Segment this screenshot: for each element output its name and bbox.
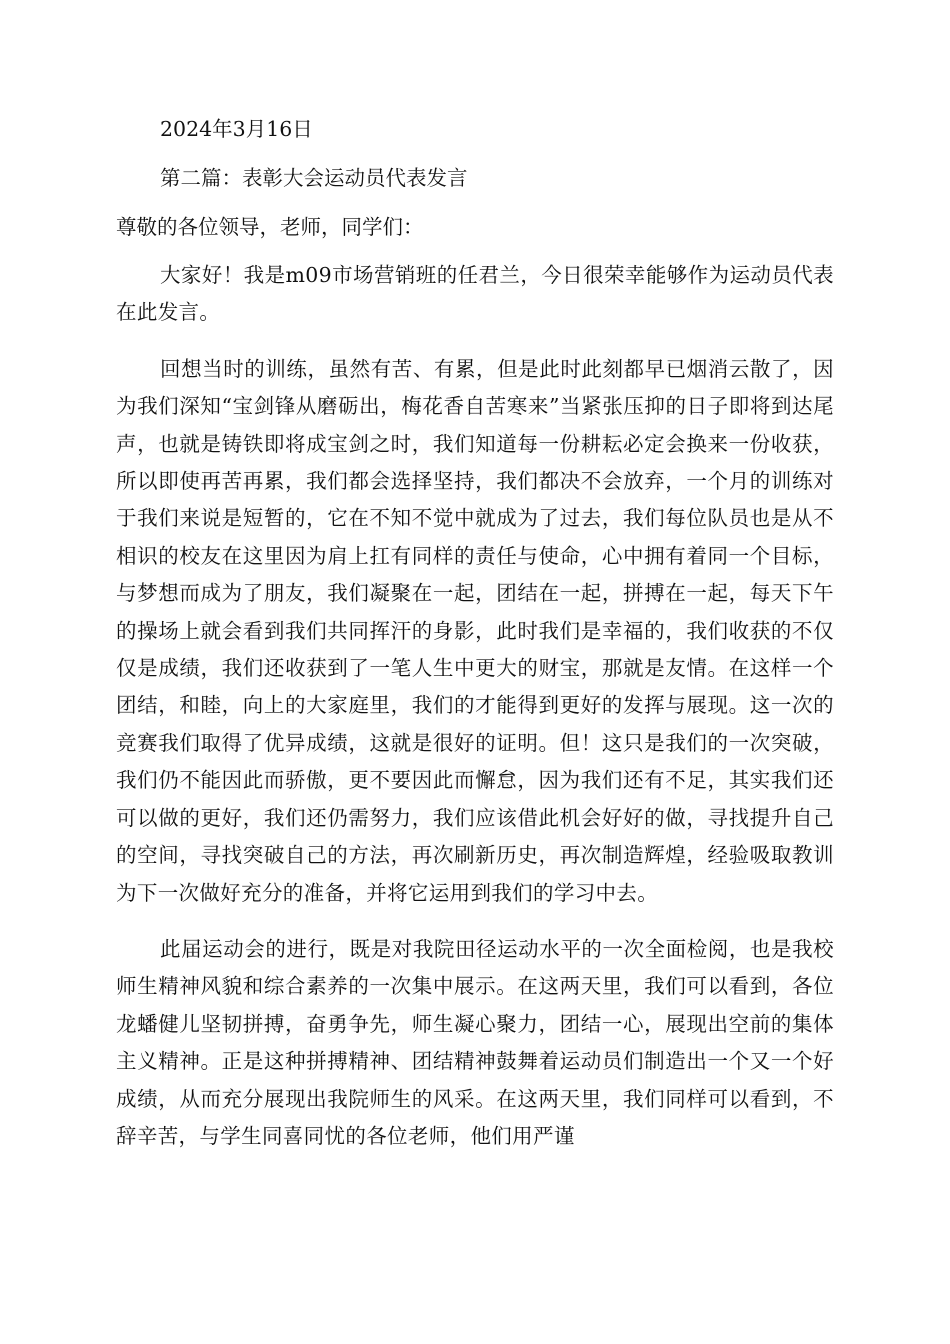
- document-date: 2024年3月16日: [160, 117, 313, 141]
- paragraph-greeting: 大家好！我是m09市场营销班的任君兰，今日很荣幸能够作为运动员代表在此发言。: [116, 263, 834, 325]
- document-page: [116, 110, 834, 1174]
- salutation: 尊敬的各位领导，老师，同学们：: [116, 215, 424, 239]
- paragraph-sports-meet: 此届运动会的进行，既是对我院田径运动水平的一次全面检阅，也是我校师生精神风貌和综合素养的一次集中展示。在这两天里，我们可以看到，各位龙蟠健儿坚韧拼搏，奋勇争先，师生凝心聚力，团结一心，展现出空前的集体主义精神。正是这种拼搏精神、团结精神鼓舞着运动员们制造出一个又一个好成绩，从而充分展现出我院师生的风采。在这两天里，我们同样可以看到，不辞辛苦，与学生同喜同忧的各位老师，他们用严谨: [116, 936, 834, 1148]
- document-heading: 第二篇：表彰大会运动员代表发言: [160, 166, 468, 190]
- paragraph-training: 回想当时的训练，虽然有苦、有累，但是此时此刻都早已烟消云散了，因为我们深知“宝剑锋从磨砺出，梅花香自苦寒来”当紧张压抑的日子即将到达尾声，也就是铸铁即将成宝剑之时，我们知道每一份耕耘必定会换来一份收获，所以即使再苦再累，我们都会选择坚持，我们都决不会放弃，一个月的训练对于我们来说是短暂的，它在不知不觉中就成为了过去，我们每位队员也是从不相识的校友在这里因为肩上扛有同样的责任与使命，心中拥有着同一个目标，与梦想而成为了朋友，我们凝聚在一起，团结在一起，拼搏在一起，每天下午的操场上就会看到我们共同挥汗的身影，此时我们是幸福的，我们收获的不仅仅是成绩，我们还收获到了一笔人生中更大的财宝，那就是友情。在这样一个团结，和睦，向上的大家庭里，我们的才能得到更好的发挥与展现。这一次的竞赛我们取得了优异成绩，这就是很好的证明。但！这只是我们的一次突破，我们仍不能因此而骄傲，更不要因此而懈怠，因为我们还有不足，其实我们还可以做的更好，我们还仍需努力，我们应该借此机会好好的做，寻找提升自己的空间，寻找突破自己的方法，再次刷新历史，再次制造辉煌，经验吸取教训为下一次做好充分的准备，并将它运用到我们的学习中去。: [116, 356, 834, 905]
